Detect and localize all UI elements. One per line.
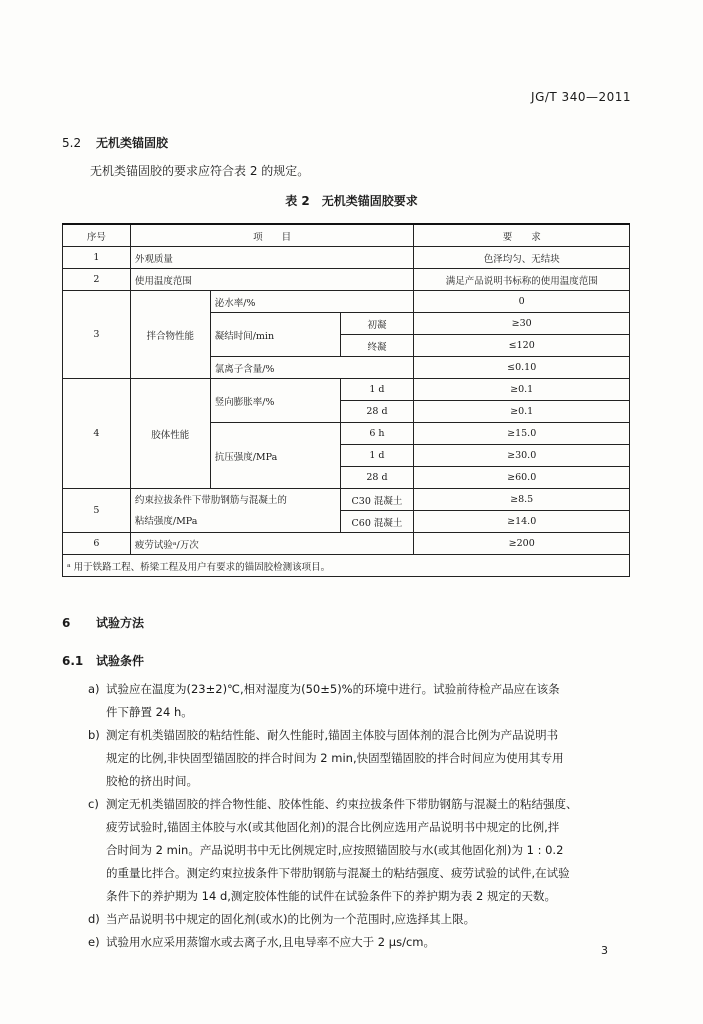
list-item-label: d) (88, 912, 100, 926)
table-row (63, 291, 630, 313)
row-req: ≤0.10 (414, 357, 630, 379)
row-req: ≥0.1 (414, 379, 630, 401)
row-sub: 28 d (340, 401, 414, 423)
row-req: ≥30 (414, 313, 630, 335)
row-req: ≥15.0 (414, 423, 630, 445)
row-req: 0 (414, 291, 630, 313)
row-req: ≥8.5 (414, 489, 630, 511)
row-req: ≤120 (414, 335, 630, 357)
text-line: 规定的比例,非快固型锚固胶的拌合时间为 2 min,快固型锚固胶的拌合时间应为使用其专用 (106, 751, 564, 765)
row-item: 氯离子含量/% (210, 357, 414, 379)
text-line: 件下静置 24 h。 (106, 705, 193, 719)
row-item: 竖向膨胀率/% (210, 379, 340, 423)
row-item: 凝结时间/min (210, 313, 340, 357)
row-req: 满足产品说明书标称的使用温度范围 (414, 269, 630, 291)
row-req: ≥0.1 (414, 401, 630, 423)
text-line: 测定有机类锚固胶的粘结性能、耐久性能时,锚固主体胶与固体剂的混合比例为产品说明书 (106, 728, 559, 742)
list-item-label: e) (88, 935, 100, 949)
row-no: 4 (63, 379, 131, 489)
list-item-text (106, 724, 636, 793)
row-sub: C60 混凝土 (340, 511, 414, 533)
row-item: 泌水率/% (210, 291, 414, 313)
list-item-text (106, 793, 636, 908)
list-item-label: b) (88, 728, 100, 742)
requirements-table (62, 223, 630, 577)
row-group: 胶体性能 (130, 379, 210, 489)
section-number: 6.1 (62, 654, 84, 668)
table-row (63, 247, 630, 269)
section-number: 5.2 (62, 136, 82, 150)
text-line: 测定无机类锚固胶的拌合物性能、胶体性能、约束拉拔条件下带肋钢筋与混凝土的粘结强度、 (106, 797, 578, 811)
row-req: ≥60.0 (414, 467, 630, 489)
list-item-a (62, 678, 636, 724)
row-sub: C30 混凝土 (340, 489, 414, 511)
text-line: 疲劳试验时,锚固主体胶与水(或其他固化剂)的混合比例应选用产品说明书中规定的比例,拌 (106, 820, 560, 834)
row-no: 3 (63, 291, 131, 379)
standard-code: JG/T 340—2011 (531, 90, 631, 104)
section-5-2-heading (62, 134, 168, 151)
table-row (63, 379, 630, 401)
row-item (130, 489, 340, 533)
row-req: ≥30.0 (414, 445, 630, 467)
row-sub: 1 d (340, 445, 414, 467)
text-line: 的重量比拌合。测定约束拉拔条件下带肋钢筋与混凝土的粘结强度、疲劳试验的试件,在试验 (106, 866, 570, 880)
row-sub: 6 h (340, 423, 414, 445)
list-item-text (106, 678, 636, 724)
section-title: 试验条件 (96, 654, 145, 668)
row-no: 1 (63, 247, 131, 269)
section-6-heading (62, 614, 144, 631)
table-note-row (63, 555, 630, 577)
section-intro: 无机类锚固胶的要求应符合表 2 的规定。 (90, 164, 310, 178)
list-item-d (62, 908, 636, 931)
section-title: 无机类锚固胶 (96, 136, 169, 150)
list-item-label: a) (88, 682, 100, 696)
row-item: 外观质量 (130, 247, 414, 269)
text-line: 条件下的养护期为 14 d,测定胶体性能的试件在试验条件下的养护期为表 2 规定的天数。 (106, 889, 557, 903)
list-item-e (62, 931, 636, 954)
row-no: 5 (63, 489, 131, 533)
row-sub: 终凝 (340, 335, 414, 357)
text-line: 合时间为 2 min。产品说明书中无比例规定时,应按照锚固胶与水(或其他固化剂)为 1 : 0.2 (106, 843, 564, 857)
section-number: 6 (62, 616, 71, 630)
table-header-row (63, 224, 630, 247)
section-title: 试验方法 (96, 616, 145, 630)
list-item-c (62, 793, 636, 908)
row-item-line: 粘结强度/MPa (134, 515, 198, 527)
text-line: 胶枪的挤出时间。 (106, 774, 198, 788)
row-group: 拌合物性能 (130, 291, 210, 379)
table-note: ᵃ 用于铁路工程、桥梁工程及用户有要求的锚固胶检测该项目。 (63, 555, 630, 577)
row-item: 使用温度范围 (130, 269, 414, 291)
test-conditions-list (62, 678, 636, 954)
list-item-b (62, 724, 636, 793)
row-sub: 1 d (340, 379, 414, 401)
row-req: ≥200 (414, 533, 630, 555)
header-req: 要 求 (414, 224, 630, 247)
row-item: 抗压强度/MPa (210, 423, 340, 489)
row-item-line: 约束拉拔条件下带肋钢筋与混凝土的 (134, 494, 287, 506)
row-item: 疲劳试验ᵃ/万次 (130, 533, 414, 555)
list-item-text (106, 908, 636, 931)
header-item: 项 目 (130, 224, 414, 247)
row-no: 6 (63, 533, 131, 555)
page-number: 3 (601, 944, 608, 957)
section-6-1-heading (62, 652, 144, 669)
row-req: ≥14.0 (414, 511, 630, 533)
row-sub: 初凝 (340, 313, 414, 335)
table-caption: 表 2 无机类锚固胶要求 (285, 194, 418, 208)
table-row (63, 489, 630, 511)
text-line: 试验应在温度为(23±2)℃,相对湿度为(50±5)%的环境中进行。试验前待检产品应在该条 (106, 682, 560, 696)
table-row (63, 269, 630, 291)
list-item-label: c) (88, 797, 99, 811)
row-sub: 28 d (340, 467, 414, 489)
row-no: 2 (63, 269, 131, 291)
text-line: 试验用水应采用蒸馏水或去离子水,且电导率不应大于 2 μs/cm。 (106, 935, 435, 949)
row-req: 色泽均匀、无结块 (414, 247, 630, 269)
table-row (63, 533, 630, 555)
text-line: 当产品说明书中规定的固化剂(或水)的比例为一个范围时,应选择其上限。 (106, 912, 476, 926)
header-no: 序号 (63, 224, 131, 247)
list-item-text (106, 931, 636, 954)
